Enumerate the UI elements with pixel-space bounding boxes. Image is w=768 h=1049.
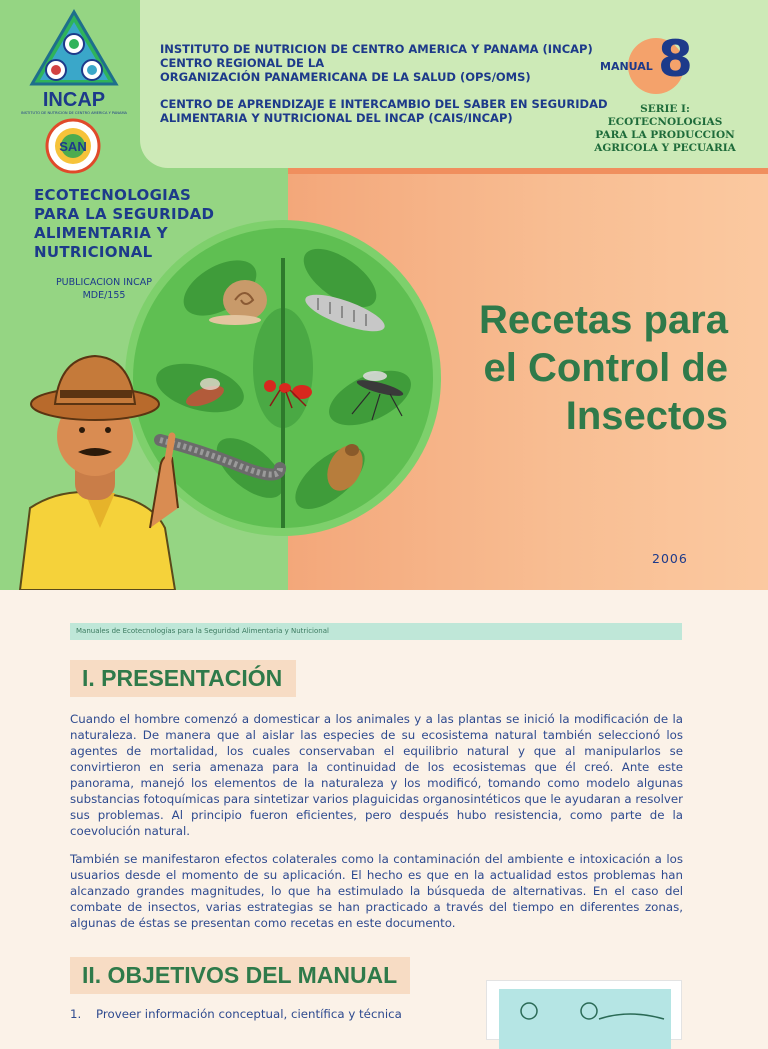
publication-year: 2006	[652, 551, 688, 566]
incap-logo	[20, 8, 128, 120]
incap-logo-subtitle: INSTITUTO DE NUTRICION DE CENTRO AMERICA Y PANAMA	[20, 111, 128, 115]
header-line: ALIMENTARIA Y NUTRICIONAL DEL INCAP (CAIS/INCAP)	[160, 111, 513, 125]
publication-code	[34, 276, 174, 302]
header-line: ORGANIZACIÓN PANAMERICANA DE LA SALUD (OPS/OMS)	[160, 70, 531, 84]
side-illustration	[486, 980, 682, 1040]
series-line: ECOTECNOLOGIAS	[607, 116, 723, 128]
header-line: CENTRO REGIONAL DE LA	[160, 56, 325, 70]
running-head: Manuales de Ecotecnologías para la Seguridad Alimentaria y Nutricional	[70, 623, 682, 640]
series-title	[34, 186, 284, 262]
side-illustration-panel	[499, 989, 671, 1049]
publication-line: MDE/155	[82, 290, 126, 301]
inner-page	[0, 590, 768, 1024]
publication-line: PUBLICACION INCAP	[55, 277, 153, 288]
objective-text: Proveer información conceptual, científica y técnica	[96, 1007, 402, 1021]
series-label	[590, 103, 740, 155]
header-line: CENTRO DE APRENDIZAJE E INTERCAMBIO DEL SABER EN SEGURIDAD	[160, 97, 608, 111]
objective-number: 1.	[70, 1007, 82, 1021]
document-title-line: Recetas para	[478, 298, 728, 342]
header-line: INSTITUTO DE NUTRICION DE CENTRO AMERICA Y PANAMA (INCAP)	[160, 42, 593, 56]
series-line: SERIE I:	[640, 103, 690, 115]
manual-block	[590, 28, 740, 158]
people-sketch-icon	[499, 989, 671, 1019]
incap-logo-name: INCAP	[42, 89, 106, 111]
manual-label: MANUAL	[600, 60, 653, 73]
series-line: AGRICOLA Y PECUARIA	[594, 142, 736, 154]
section-heading-presentation: I. PRESENTACIÓN	[70, 660, 296, 697]
series-title-line: ECOTECNOLOGIAS	[34, 186, 192, 204]
document-title	[440, 296, 728, 440]
paragraph: Cuando el hombre comenzó a domesticar a los animales y a las plantas se inició la modificación de la naturaleza. De manera que al aislar las especies de su ecosistema natural también seleccionó los agentes de mortalidad, los cuales conservaban el equilibrio natural y que al manipularlos se convirtieron en seria amenaza para la continuidad de los ecosistemas que él creó. Ante este panorama, manejó los elementos de la naturaleza y los modificó, tomando como modelo algunas substancias fotoquímicas para sintetizar varios plaguicidas organosintéticos que le ayudaran a resolver sus problemas. Al principio fueron eficientes, pero después hubo resistencia, como parte de la coevolución natural.	[70, 712, 683, 838]
objective-item	[70, 1006, 402, 1022]
series-title-line: ALIMENTARIA Y	[34, 224, 168, 242]
series-title-line: PARA LA SEGURIDAD	[34, 205, 215, 223]
institution-header	[160, 42, 593, 84]
san-logo-text: SAN	[59, 139, 87, 154]
san-logo	[45, 118, 101, 174]
document-title-line: el Control de	[483, 346, 728, 390]
manual-number: 8	[658, 30, 693, 88]
series-title-line: NUTRICIONAL	[34, 243, 153, 261]
center-header	[160, 97, 608, 125]
paragraph: También se manifestaron efectos colaterales como la contaminación del ambiente e intoxicación a los usuarios desde el momento de su aplicación. El hecho es que en la actualidad estos problemas han alcanzado grandes magnitudes, lo que ha estimulado la búsqueda de alternativas. En el caso del combate de insectos, varias estrategias se han practicado a través del tiempo en diferentes zonas, algunas de éstas se presentan como recetas en este documento.	[70, 852, 683, 930]
section-heading-objectives: II. OBJETIVOS DEL MANUAL	[70, 957, 410, 994]
series-line: PARA LA PRODUCCION	[595, 129, 735, 141]
document-title-line: Insectos	[565, 394, 728, 438]
